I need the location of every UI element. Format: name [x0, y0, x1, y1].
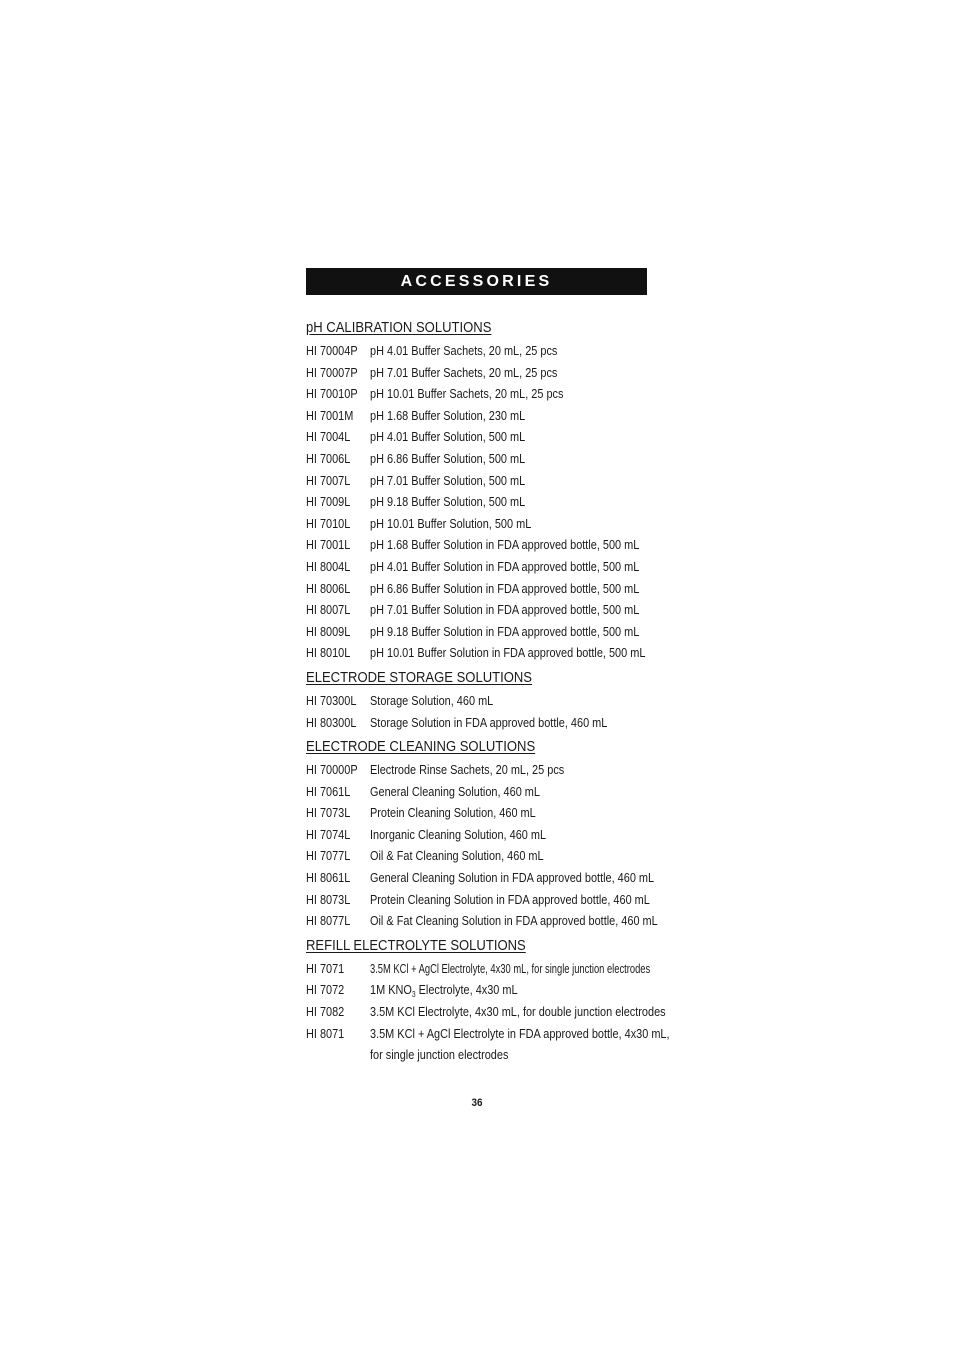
product-code: HI 8006L [306, 580, 351, 596]
list-item [306, 781, 648, 803]
desc-main: 1M KNO [370, 982, 412, 998]
product-description: Inorganic Cleaning Solution, 460 mL [370, 826, 547, 842]
product-code: HI 7077L [306, 848, 351, 864]
list-item [306, 845, 648, 867]
product-description: Electrode Rinse Sachets, 20 mL, 25 pcs [370, 762, 565, 778]
product-description: Protein Cleaning Solution in FDA approved bottle, 460 mL [370, 891, 650, 907]
list-item [306, 405, 648, 427]
product-code: HI 7006L [306, 450, 351, 466]
list-item [306, 470, 648, 492]
list-item [306, 958, 651, 980]
list-item [306, 690, 648, 712]
section-list-refill [306, 958, 670, 1066]
product-description: pH 10.01 Buffer Solution, 500 mL [370, 515, 532, 531]
list-item [306, 340, 648, 362]
list-item [306, 578, 648, 600]
list-item [306, 513, 648, 535]
product-code: HI 7004L [306, 429, 351, 445]
product-description: Oil & Fat Cleaning Solution in FDA approved bottle, 460 mL [370, 913, 658, 929]
product-description: pH 4.01 Buffer Sachets, 20 mL, 25 pcs [370, 343, 558, 358]
product-code-empty [306, 1044, 360, 1066]
product-description: pH 1.68 Buffer Solution, 230 mL [370, 407, 526, 423]
section-list-ph-calibration [306, 340, 648, 664]
list-item [306, 383, 648, 405]
list-item [306, 556, 648, 578]
list-item [306, 1001, 666, 1023]
product-code: HI 70010P [306, 386, 358, 402]
desc-subscript: 3 [411, 990, 416, 1000]
product-description: Protein Cleaning Solution, 460 mL [370, 805, 536, 821]
product-code: HI 8071 [306, 1025, 345, 1041]
product-description: General Cleaning Solution in FDA approved bottle, 460 mL [370, 870, 655, 886]
product-code: HI 7061L [306, 783, 351, 799]
product-description: pH 4.01 Buffer Solution, 500 mL [370, 429, 526, 445]
list-item [306, 867, 655, 889]
list-item [306, 889, 648, 911]
list-item [306, 759, 648, 781]
product-description: pH 10.01 Buffer Solution in FDA approved bottle, 500 mL [370, 645, 646, 661]
product-description: pH 9.18 Buffer Solution in FDA approved bottle, 500 mL [370, 623, 640, 639]
product-description: Storage Solution, 460 mL [370, 692, 494, 708]
product-description: pH 9.18 Buffer Solution, 500 mL [370, 494, 526, 510]
list-item [306, 979, 648, 1001]
list-item [306, 802, 648, 824]
list-item [306, 642, 648, 664]
product-code: HI 8004L [306, 558, 351, 574]
product-code: HI 8010L [306, 645, 351, 661]
product-code: HI 70007P [306, 364, 358, 380]
product-description: pH 4.01 Buffer Solution in FDA approved bottle, 500 mL [370, 558, 640, 574]
product-description: 3.5M KCl + AgCl Electrolyte in FDA approved bottle, 4x30 mL, [370, 1025, 670, 1041]
product-description: 3.5M KCl + AgCl Electrolyte, 4x30 mL, for single junction electrodes [370, 960, 651, 976]
product-description: pH 6.86 Buffer Solution in FDA approved bottle, 500 mL [370, 580, 640, 596]
list-item [306, 621, 648, 643]
product-description: pH 6.86 Buffer Solution, 500 mL [370, 450, 526, 466]
product-code: HI 7072 [306, 982, 345, 998]
list-item [306, 712, 648, 734]
section-title-storage: ELECTRODE STORAGE SOLUTIONS [306, 669, 533, 686]
page-number: 36 [471, 1097, 483, 1109]
product-description: pH 7.01 Buffer Sachets, 20 mL, 25 pcs [370, 364, 558, 380]
list-item [306, 1023, 670, 1045]
product-description: General Cleaning Solution, 460 mL [370, 783, 540, 799]
product-code: HI 7007L [306, 472, 351, 488]
product-description: pH 1.68 Buffer Solution in FDA approved bottle, 500 mL [370, 537, 640, 553]
product-description: pH 10.01 Buffer Sachets, 20 mL, 25 pcs [370, 386, 564, 402]
product-code: HI 70000P [306, 762, 358, 778]
product-code: HI 7010L [306, 515, 351, 531]
section-list-storage [306, 690, 648, 733]
product-description: pH 7.01 Buffer Solution in FDA approved bottle, 500 mL [370, 602, 640, 618]
list-item [306, 362, 648, 384]
list-item [306, 824, 648, 846]
product-description: Storage Solution in FDA approved bottle, 460 mL [370, 714, 608, 730]
product-code: HI 7001M [306, 407, 354, 423]
product-code: HI 8007L [306, 602, 351, 618]
list-item-continuation [306, 1044, 648, 1066]
product-code: HI 80300L [306, 714, 357, 730]
list-item [306, 491, 648, 513]
product-code: HI 8009L [306, 623, 351, 639]
product-description [370, 979, 604, 1001]
list-item [306, 910, 658, 932]
product-code: HI 70004P [306, 343, 358, 358]
product-code: HI 70300L [306, 692, 357, 708]
product-description: 3.5M KCl Electrolyte, 4x30 mL, for double junction electrodes [370, 1004, 666, 1020]
section-title-refill: REFILL ELECTROLYTE SOLUTIONS [306, 937, 526, 954]
product-description-line2: for single junction electrodes [370, 1047, 509, 1063]
list-item [306, 426, 648, 448]
desc-rest: Electrolyte, 4x30 mL [415, 982, 518, 998]
product-code: HI 7009L [306, 494, 351, 510]
accessories-page [306, 268, 670, 1066]
product-code: HI 7001L [306, 537, 351, 553]
accessories-banner: ACCESSORIES [306, 268, 647, 295]
list-item [306, 448, 648, 470]
product-code: HI 8061L [306, 870, 351, 886]
product-code: HI 7074L [306, 826, 351, 842]
list-item [306, 599, 648, 621]
product-code: HI 7082 [306, 1004, 345, 1020]
product-code: HI 7071 [306, 960, 345, 976]
product-description: Oil & Fat Cleaning Solution, 460 mL [370, 848, 544, 864]
product-code: HI 8077L [306, 913, 351, 929]
section-list-cleaning [306, 759, 658, 932]
list-item [306, 534, 648, 556]
section-title-cleaning: ELECTRODE CLEANING SOLUTIONS [306, 739, 536, 756]
product-code: HI 7073L [306, 805, 351, 821]
section-title-ph-calibration: pH CALIBRATION SOLUTIONS [306, 320, 492, 336]
product-code: HI 8073L [306, 891, 351, 907]
product-description: pH 7.01 Buffer Solution, 500 mL [370, 472, 526, 488]
